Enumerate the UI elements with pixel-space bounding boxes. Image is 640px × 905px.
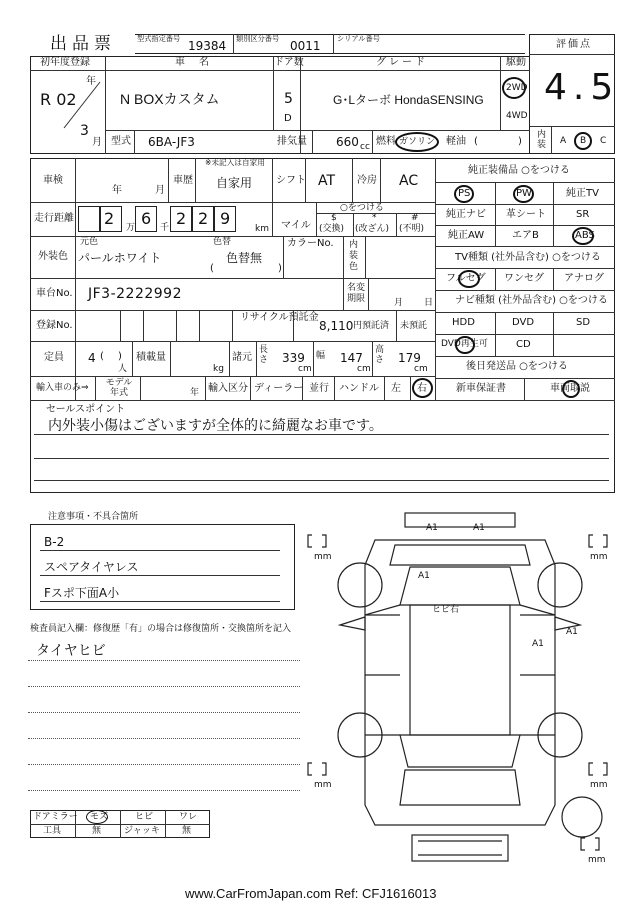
model-type: 6BA-JF3 — [148, 135, 195, 149]
equip-tv: 純正TV — [566, 188, 599, 199]
repaint-paren-close: ) — [278, 263, 282, 274]
displacement-value: 660 — [336, 135, 359, 149]
history-label: 車歴 — [173, 175, 193, 186]
navi-dvd-play: DVD再生可 — [441, 339, 488, 349]
mileage-digit: 2 — [104, 209, 115, 228]
grade-label: グレード — [376, 57, 428, 68]
interior-grade-c: C — [600, 136, 607, 146]
import-label: 輸入車のみ⇒ — [36, 383, 89, 393]
unknown-label: (不明) — [399, 224, 425, 234]
dealer-option: ディーラー — [254, 383, 304, 394]
handle-left: 左 — [391, 383, 401, 394]
tools-label: 工具 — [43, 826, 62, 836]
model-year-label: モデル年式 — [105, 378, 133, 398]
damage-mark: A1 — [426, 523, 438, 533]
equip-navi: 純正ナビ — [446, 209, 486, 220]
mirror-label: ドアミラー — [33, 812, 78, 822]
fuel-gasoline: ガソリン — [399, 137, 436, 147]
navi-cd: CD — [516, 339, 531, 350]
navi-sd: SD — [576, 317, 591, 328]
exterior-color-label: 外装色 — [38, 251, 68, 262]
wheel-front-left — [338, 563, 382, 607]
ac-value: AC — [399, 173, 419, 189]
mileage-unit-km: km — [255, 224, 269, 234]
tamper-label: (改ざん) — [355, 224, 390, 234]
height-label: 高さ — [375, 345, 385, 365]
model-year-unit: 年 — [190, 388, 200, 398]
rating-label: 評価点 — [556, 39, 592, 50]
mileage-digit: 9 — [220, 209, 231, 228]
mileage-label: 走行距離 — [34, 213, 74, 224]
equip-abs-circle — [572, 227, 594, 245]
interior-grade-b: B — [580, 136, 587, 146]
mileage-digit-box — [78, 206, 100, 232]
shaken-label: 車検 — [43, 175, 63, 186]
import-type-label: 輸入区分 — [208, 383, 248, 394]
damage-mark: A1 — [473, 523, 485, 533]
door-label: ドア数 — [274, 57, 304, 68]
history-note: ※未記入は自家用 — [205, 159, 265, 168]
door-count: 5 — [284, 91, 293, 107]
mileage-digit: 2 — [198, 209, 209, 228]
handle-right: 右 — [417, 383, 427, 394]
mm-label: mm — [314, 552, 332, 562]
load-label: 積載量 — [136, 352, 166, 363]
height-value: 179 — [398, 351, 421, 365]
displacement-label: 排気量 — [277, 136, 307, 147]
rating-score: 4.5 — [544, 67, 620, 108]
mirror-break-label: ワレ — [179, 812, 198, 822]
length-value: 339 — [282, 351, 305, 365]
dimensions-label: 諸元 — [232, 352, 252, 363]
tools-value: 無 — [92, 826, 102, 836]
damage-mark: ヒビ右 — [432, 605, 460, 615]
jack-value: 無 — [182, 826, 192, 836]
equip-leather: 革シート — [506, 209, 546, 220]
navi-dvd-play-circle — [455, 336, 475, 354]
interior-grade-circle — [574, 132, 592, 150]
unknown-symbol: # — [411, 213, 419, 223]
rear-bumper — [412, 835, 508, 861]
mileage-digit: 2 — [176, 209, 187, 228]
mile-label: マイル — [281, 220, 311, 231]
sales-point-label: セールスポイント — [46, 404, 126, 415]
history-value: 自家用 — [216, 176, 253, 190]
mileage-unit-sen: 千 — [160, 223, 170, 233]
shaken-year-unit: 年 — [112, 185, 122, 196]
repaint-label: 色替 — [213, 237, 232, 247]
drive-circle — [502, 77, 526, 99]
navi-type-title: ナビ種類 (社外品含む) ○をつける — [455, 295, 608, 306]
damage-mark: A1 — [532, 639, 544, 649]
shaken-month-unit: 月 — [155, 185, 165, 196]
load-unit: kg — [213, 364, 224, 374]
inspector-text: タイヤヒビ — [36, 643, 106, 659]
first-reg-month-unit: 月 — [92, 137, 102, 148]
drive-4wd: 4WD — [506, 111, 528, 121]
meigi-month: 月 — [394, 298, 404, 308]
interior-label: 内装 — [537, 130, 547, 150]
model-designation-number: 19384 — [188, 39, 227, 53]
roof — [410, 605, 510, 735]
height-unit: cm — [414, 364, 428, 374]
equipment-title: 純正装備品 ○をつける — [468, 165, 570, 176]
damage-mark: A1 — [566, 627, 578, 637]
note-line-1: B-2 — [44, 535, 65, 549]
swap-label: (交換) — [319, 224, 345, 234]
later-manual: 車両取説 — [550, 383, 590, 394]
mm-label: mm — [314, 780, 332, 790]
equip-pw: PW — [516, 188, 532, 199]
light-oil-label: 軽油 — [446, 136, 466, 147]
later-shipping-title: 後日発送品 ○をつける — [466, 361, 568, 372]
equip-aw: 純正AW — [448, 230, 485, 241]
shift-value: AT — [318, 173, 336, 189]
length-label: 長さ — [259, 345, 269, 365]
recycle-label: リサイクル預託金 — [240, 312, 319, 323]
later-manual-circle — [562, 380, 580, 398]
capacity-paren-close: ) — [118, 351, 122, 362]
mm-label: mm — [590, 552, 608, 562]
mm-label: mm — [588, 855, 606, 865]
equip-airbag: エアB — [512, 230, 539, 241]
first-reg-month: 3 — [80, 123, 89, 139]
equip-ps-circle — [454, 185, 474, 203]
note-line-2: スペアタイヤレス — [44, 560, 139, 574]
equip-ps: PS — [458, 188, 471, 199]
capacity-unit: 人 — [118, 364, 128, 374]
note-line-3: Fスポ下面A小 — [44, 586, 120, 600]
mirror-scratch: モズ — [90, 812, 109, 822]
later-warranty: 新車保証書 — [456, 383, 506, 394]
tamper-symbol: * — [372, 213, 377, 223]
car-name-label: 車 名 — [175, 57, 211, 68]
car-damage-diagram — [300, 505, 620, 870]
width-label: 幅 — [316, 351, 326, 361]
tv-analog: アナログ — [564, 273, 604, 284]
wheel-front-right — [538, 563, 582, 607]
sheet-title: 出品票 — [50, 34, 116, 54]
reg-no-label: 登録No. — [36, 320, 73, 331]
navi-dvd: DVD — [512, 317, 535, 328]
first-reg-year-unit: 年 — [86, 76, 96, 87]
door-type: D — [284, 113, 292, 124]
category-label: 類別区分番号 — [236, 35, 280, 44]
ac-label: 冷房 — [357, 175, 377, 186]
inspector-label: 検査員記入欄：修復歴「有」の場合は修復箇所・交換箇所を記入 — [30, 624, 292, 634]
meigi-day: 日 — [424, 298, 434, 308]
grade-value: G･Lターボ HondaSENSING — [333, 93, 484, 107]
recycle-paid: 円預託済 — [353, 321, 390, 331]
repaint-value: 色替無 — [226, 251, 263, 265]
body-outline — [365, 540, 555, 825]
parallel-option: 並行 — [309, 383, 329, 394]
meigi-label: 名変期限 — [347, 283, 366, 304]
mirror-scratch-circle — [86, 810, 108, 824]
swap-symbol: $ — [331, 213, 337, 223]
first-reg-label: 初年度登録 — [40, 57, 90, 68]
front-bumper — [405, 513, 515, 527]
tv-type-title: TV種類 (社外品含む) ○をつける — [455, 252, 601, 263]
rear-glass — [400, 735, 520, 767]
equip-abs: ABS — [575, 230, 595, 241]
equip-sr: SR — [576, 209, 590, 220]
equip-pw-circle — [513, 185, 534, 203]
hood — [390, 545, 530, 565]
navi-hdd: HDD — [452, 317, 475, 328]
interior-color-label: 内装色 — [349, 240, 359, 272]
original-color-label: 元色 — [80, 237, 99, 247]
paren-close: ) — [518, 136, 522, 147]
mileage-unit-man: 万 — [126, 223, 136, 233]
drive-2wd: 2WD — [506, 83, 528, 93]
handle-label: ハンドル — [339, 383, 379, 394]
width-value: 147 — [340, 351, 363, 365]
displacement-unit: cc — [360, 142, 370, 152]
capacity-label: 定員 — [44, 352, 64, 363]
damage-mark: A1 — [418, 571, 430, 581]
mm-label: mm — [590, 780, 608, 790]
repaint-paren-open: ( — [210, 263, 214, 274]
chassis-number: JF3-2222992 — [88, 286, 182, 302]
chassis-label: 車台No. — [36, 288, 73, 299]
model-type-label: 型式 — [111, 136, 131, 147]
fuel-label: 燃料 — [376, 136, 396, 147]
capacity-value: 4 — [88, 351, 96, 365]
fuel-circle — [395, 132, 439, 152]
spare-wheel — [562, 797, 602, 837]
recycle-value: 8,110 — [319, 319, 354, 333]
first-reg-era-year: R 02 — [40, 90, 77, 109]
notes-label: 注意事項・不具合箇所 — [48, 512, 139, 522]
shift-label: シフト — [276, 175, 306, 186]
rear-gate — [400, 770, 520, 805]
model-designation-label: 型式指定番号 — [137, 35, 181, 44]
paren-open: ( — [474, 136, 478, 147]
interior-grade-a: A — [560, 136, 567, 146]
tv-oneseg: ワンセグ — [504, 273, 544, 284]
tv-fullseg: フルセグ — [446, 273, 486, 284]
mileage-circle-note: ○をつける — [340, 203, 384, 213]
width-unit: cm — [357, 364, 371, 374]
original-color: パールホワイト — [78, 251, 162, 265]
car-name: N BOXカスタム — [120, 91, 220, 107]
color-no-label: カラーNo. — [287, 238, 334, 249]
footer-reference: www.CarFromJapan.com Ref: CFJ1616013 — [185, 886, 437, 901]
mileage-digit: 6 — [141, 209, 152, 228]
length-unit: cm — [298, 364, 312, 374]
serial-label: シリアル番号 — [337, 35, 380, 44]
category-number: 0011 — [290, 39, 321, 53]
drive-label: 駆動 — [506, 57, 526, 68]
handle-circle — [412, 378, 433, 398]
recycle-unpaid: 未預託 — [400, 321, 428, 331]
sales-point-text: 内外装小傷はございますが全体的に綺麗なお車です。 — [48, 418, 383, 434]
mirror-crack-label: ヒビ — [135, 812, 154, 822]
capacity-paren-open: ( — [100, 351, 104, 362]
jack-label: ジャッキ — [124, 826, 160, 836]
tv-fullseg-circle — [458, 270, 480, 288]
